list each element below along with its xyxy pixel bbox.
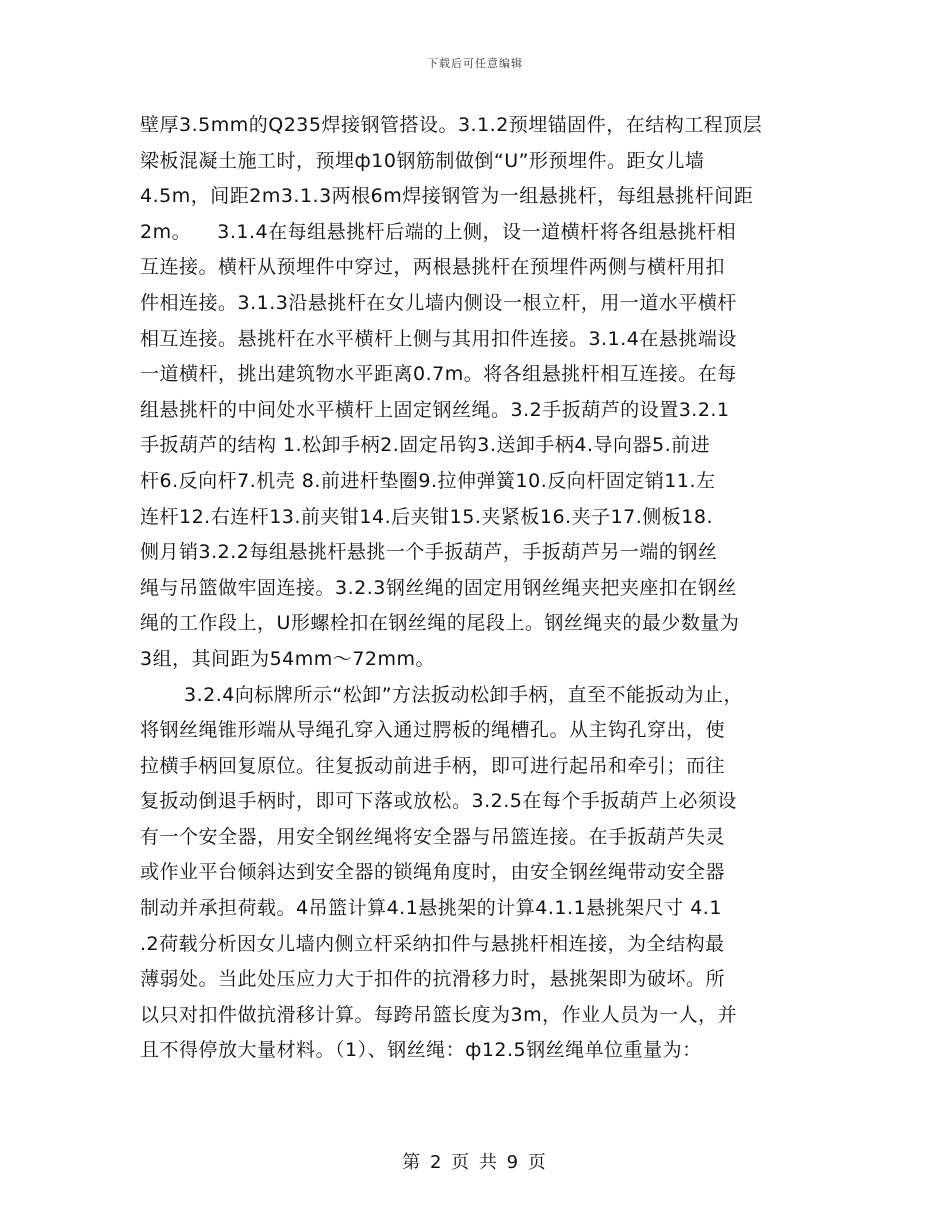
- page-header: 下载后可任意编辑: [427, 57, 523, 70]
- text-line: .2荷载分析因女儿墙内侧立杆采纳扣件与悬挑杆相连接，为全结构最: [140, 932, 725, 955]
- text-line: 件相连接。3.1.3沿悬挑杆在女儿墙内侧设一根立杆，用一道水平横杆: [140, 291, 737, 314]
- body-text: [140, 108, 830, 1069]
- text-line: 且不得停放大量材料。（1）、钢丝绳：ф12.5钢丝绳单位重量为：: [140, 1039, 702, 1062]
- text-line: 组悬挑杆的中间处水平横杆上固定钢丝绳。3.2手扳葫芦的设置3.2.1: [140, 398, 730, 421]
- text-line: 杆6.反向杆7.机壳 8.前进杆垫圈9.拉伸弹簧10.反向杆固定销11.左: [140, 469, 716, 492]
- text-line: 有一个安全器，用安全钢丝绳将安全器与吊篮连接。在手扳葫芦失灵: [140, 825, 726, 848]
- text-line: 互连接。横杆从预埋件中穿过，两根悬挑杆在预埋件两侧与横杆用扣: [140, 256, 726, 279]
- text-line: 2m。 3.1.4在每组悬挑杆后端的上侧，设一道横杆将各组悬挑杆相: [140, 220, 737, 243]
- text-line: 薄弱处。当此处压应力大于扣件的抗滑移力时，悬挑架即为破坏。所: [140, 968, 726, 991]
- text-line: 相互连接。悬挑杆在水平横杆上侧与其用扣件连接。3.1.4在悬挑端设: [140, 327, 737, 350]
- text-line: 手扳葫芦的结构 1.松卸手柄2.固定吊钩3.送卸手柄4.导向器5.前进: [140, 434, 711, 457]
- text-line: 以只对扣件做抗滑移计算。每跨吊篮长度为3m，作业人员为一人，并: [140, 1003, 738, 1026]
- text-line: 一道横杆，挑出建筑物水平距离0.7m。将各组悬挑杆相互连接。在每: [140, 363, 737, 386]
- text-line: 绳的工作段上，U形螺栓扣在钢丝绳的尾段上。钢丝绳夹的最少数量为: [140, 612, 740, 635]
- text-line: 壁厚3.5mm的Q235焊接钢管搭设。3.1.2预埋锚固件，在结构工程顶层: [140, 114, 763, 136]
- text-line: 绳与吊篮做牢固连接。3.2.3钢丝绳的固定用钢丝绳夹把夹座扣在钢丝: [140, 576, 737, 599]
- text-line: 或作业平台倾斜达到安全器的锁绳角度时，由安全钢丝绳带动安全器: [140, 861, 726, 884]
- text-line: 复扳动倒退手柄时，即可下落或放松。3.2.5在每个手扳葫芦上必须设: [140, 790, 737, 813]
- text-line: 连杆12.右连杆13.前夹钳14.后夹钳15.夹紧板16.夹子17.侧板18.: [140, 505, 714, 528]
- text-line: 梁板混凝土施工时，预埋ф10钢筋制做倒“U”形预埋件。距女儿墙: [140, 149, 705, 172]
- text-line: 4.5m，间距2m3.1.3两根6m焊接钢管为一组悬挑杆，每组悬挑杆间距: [140, 185, 754, 208]
- text-line: 侧月销3.2.2每组悬挑杆悬挑一个手扳葫芦，手扳葫芦另一端的钢丝: [140, 541, 718, 564]
- paragraph-start-line: 3.2.4向标牌所示“松卸”方法扳动松卸手柄，直至不能扳动为止，: [184, 683, 744, 706]
- text-line: 拉横手柄回复原位。往复扳动前进手柄，即可进行起吊和牵引；而往: [140, 754, 726, 777]
- text-line: 3组，其间距为54mm～72mm。: [140, 647, 435, 670]
- text-line: 将钢丝绳锥形端从导绳孔穿入通过腭板的绳槽孔。从主钩孔穿出，使: [140, 719, 726, 742]
- text-line: 制动并承担荷载。4吊篮计算4.1悬挑架的计算4.1.1悬挑架尺寸 4.1: [140, 897, 722, 920]
- page-number-footer: 第 2 页 共 9 页: [402, 1152, 548, 1173]
